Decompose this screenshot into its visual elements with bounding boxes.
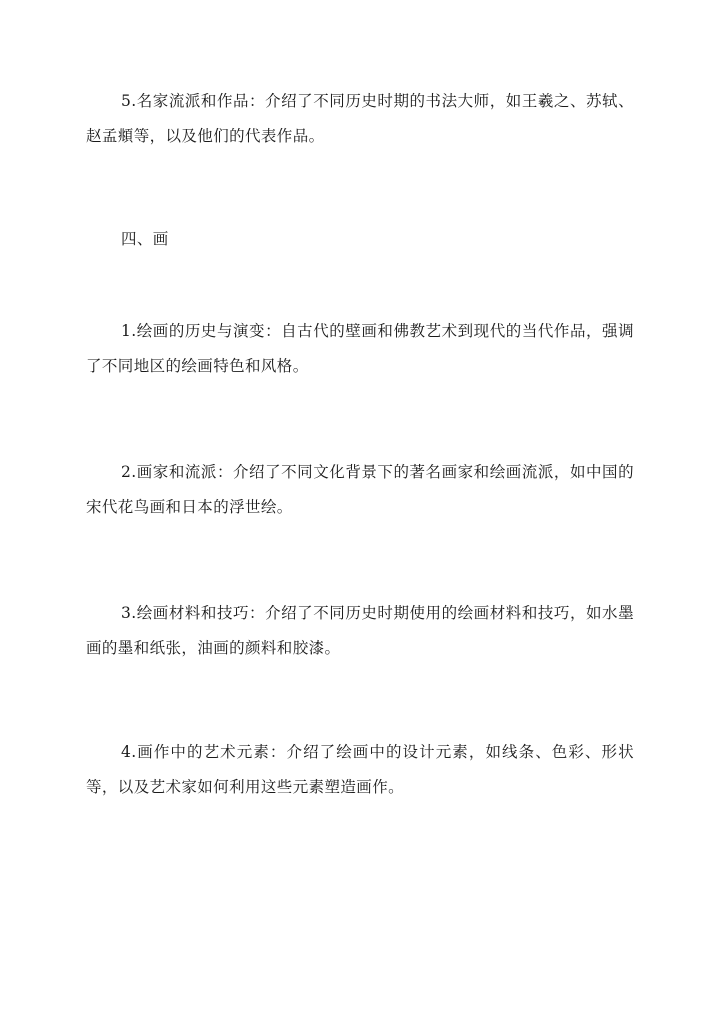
paragraph-painting-materials: 3.绘画材料和技巧：介绍了不同历史时期使用的绘画材料和技巧，如水墨画的墨和纸张，油画的颜料和胶漆。 [86,604,634,657]
section-heading-painting: 四、画 [121,230,169,248]
paragraph-painters-schools: 2.画家和流派：介绍了不同文化背景下的著名画家和绘画流派，如中国的宋代花鸟画和日本的浮世绘。 [86,463,634,516]
paragraph-painting-history: 1.绘画的历史与演变：自古代的壁画和佛教艺术到现代的当代作品，强调了不同地区的绘画特色和风格。 [86,322,634,375]
paragraph-art-elements: 4.画作中的艺术元素：介绍了绘画中的设计元素，如线条、色彩、形状等，以及艺术家如何利用这些元素塑造画作。 [86,743,634,796]
paragraph-calligraphy-masters: 5.名家流派和作品：介绍了不同历史时期的书法大师，如王羲之、苏轼、赵孟頫等，以及他们的代表作品。 [86,92,634,145]
